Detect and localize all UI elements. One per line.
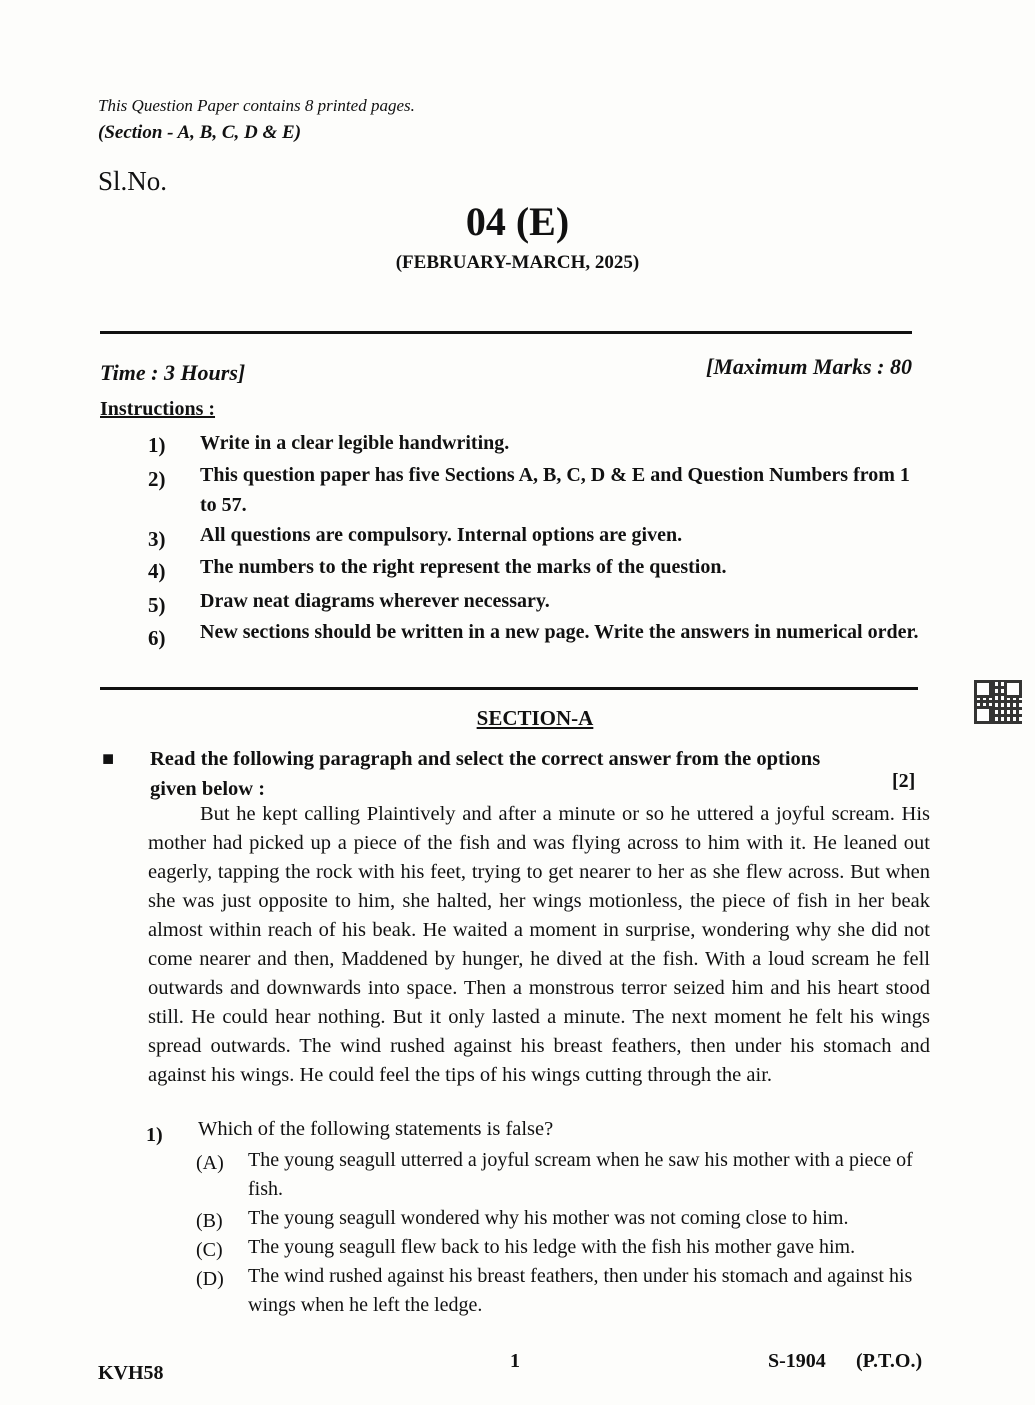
instruction-text: All questions are compulsory. Internal options are given. xyxy=(200,524,683,546)
instruction-number: 5) xyxy=(148,593,166,617)
option-text: The young seagull flew back to his ledge with the fish his mother gave him. xyxy=(248,1236,856,1258)
question-text: Which of the following statements is false? xyxy=(198,1118,554,1140)
instructions-rule xyxy=(100,687,918,690)
option-label: (A) xyxy=(196,1152,224,1174)
bullet-icon: ■ xyxy=(102,748,115,770)
page-number: 1 xyxy=(510,1350,520,1372)
header-rule xyxy=(100,331,912,334)
instruction-number: 4) xyxy=(148,559,166,583)
option-label: (D) xyxy=(196,1268,224,1290)
paper-code: 04 (E) xyxy=(465,199,570,244)
option-text: The wind rushed against his breast feathers, then under his stomach and against his wings when he left the ledge. xyxy=(248,1265,913,1316)
question-prompt: Read the following paragraph and select the correct answer from the options given below : xyxy=(150,748,821,800)
instruction-number: 2) xyxy=(148,467,166,491)
session: (FEBRUARY-MARCH, 2025) xyxy=(395,252,640,273)
instruction-text: The numbers to the right represent the marks of the question. xyxy=(200,556,727,578)
question-number: 1) xyxy=(146,1124,163,1146)
option-text: The young seagull wondered why his mother was not coming close to him. xyxy=(248,1207,849,1229)
question-marks: [2] xyxy=(892,770,916,792)
reading-passage: But he kept calling Plaintively and after a minute or so he uttered a joyful scream. His mother had picked up a piece of the fish and was flying across to him with it. He leaned out eagerly, tapping the rock with his feet, trying to get nearer to her as she flew across. But when she was just opposite to him, she halted, her wings motionless, the piece of fish in her beak almost within reach of his beak. He waited a moment in surprise, wondering why she did not come nearer and then, Maddened by hunger, he dived at the fish. With a loud scream he fell outwards and downwards into space. Then a monstrous terror seized him and his heart stood still. He could hear nothing. But it only lasted a minute. The next moment he felt his wings spread outwards. The wind rushed against his breast feathers, then under his stomach and against his wings. He could feel the tips of his wings cutting through the air. xyxy=(148,803,930,1086)
instruction-number: 1) xyxy=(148,433,166,457)
instruction-number: 3) xyxy=(148,527,166,551)
instruction-number: 6) xyxy=(148,626,166,650)
option-label: (B) xyxy=(196,1210,223,1232)
instruction-text: Write in a clear legible handwriting. xyxy=(200,432,510,454)
instructions-heading: Instructions : xyxy=(100,398,216,420)
pages-note: This Question Paper contains 8 printed pages. xyxy=(98,96,415,115)
sections-note: (Section - A, B, C, D & E) xyxy=(98,122,302,143)
maximum-marks: [Maximum Marks : 80 xyxy=(706,354,912,379)
instruction-text: New sections should be written in a new page. Write the answers in numerical order. xyxy=(200,621,919,643)
option-label: (C) xyxy=(196,1239,223,1261)
section-a-title: SECTION-A xyxy=(476,706,594,730)
pto-note: (P.T.O.) xyxy=(856,1350,923,1372)
option-text: The young seagull utterred a joyful scream when he saw his mother with a piece of fish. xyxy=(248,1149,913,1200)
serial-label: Sl.No. xyxy=(98,166,168,196)
paper-reference: S-1904 xyxy=(768,1350,826,1372)
time-allowed: Time : 3 Hours] xyxy=(100,360,246,385)
instruction-text: This question paper has five Sections A, B, C, D & E and Question Numbers from 1 to 57. xyxy=(200,464,910,516)
footer-code: KVH58 xyxy=(98,1362,164,1384)
instruction-text: Draw neat diagrams wherever necessary. xyxy=(200,590,550,612)
